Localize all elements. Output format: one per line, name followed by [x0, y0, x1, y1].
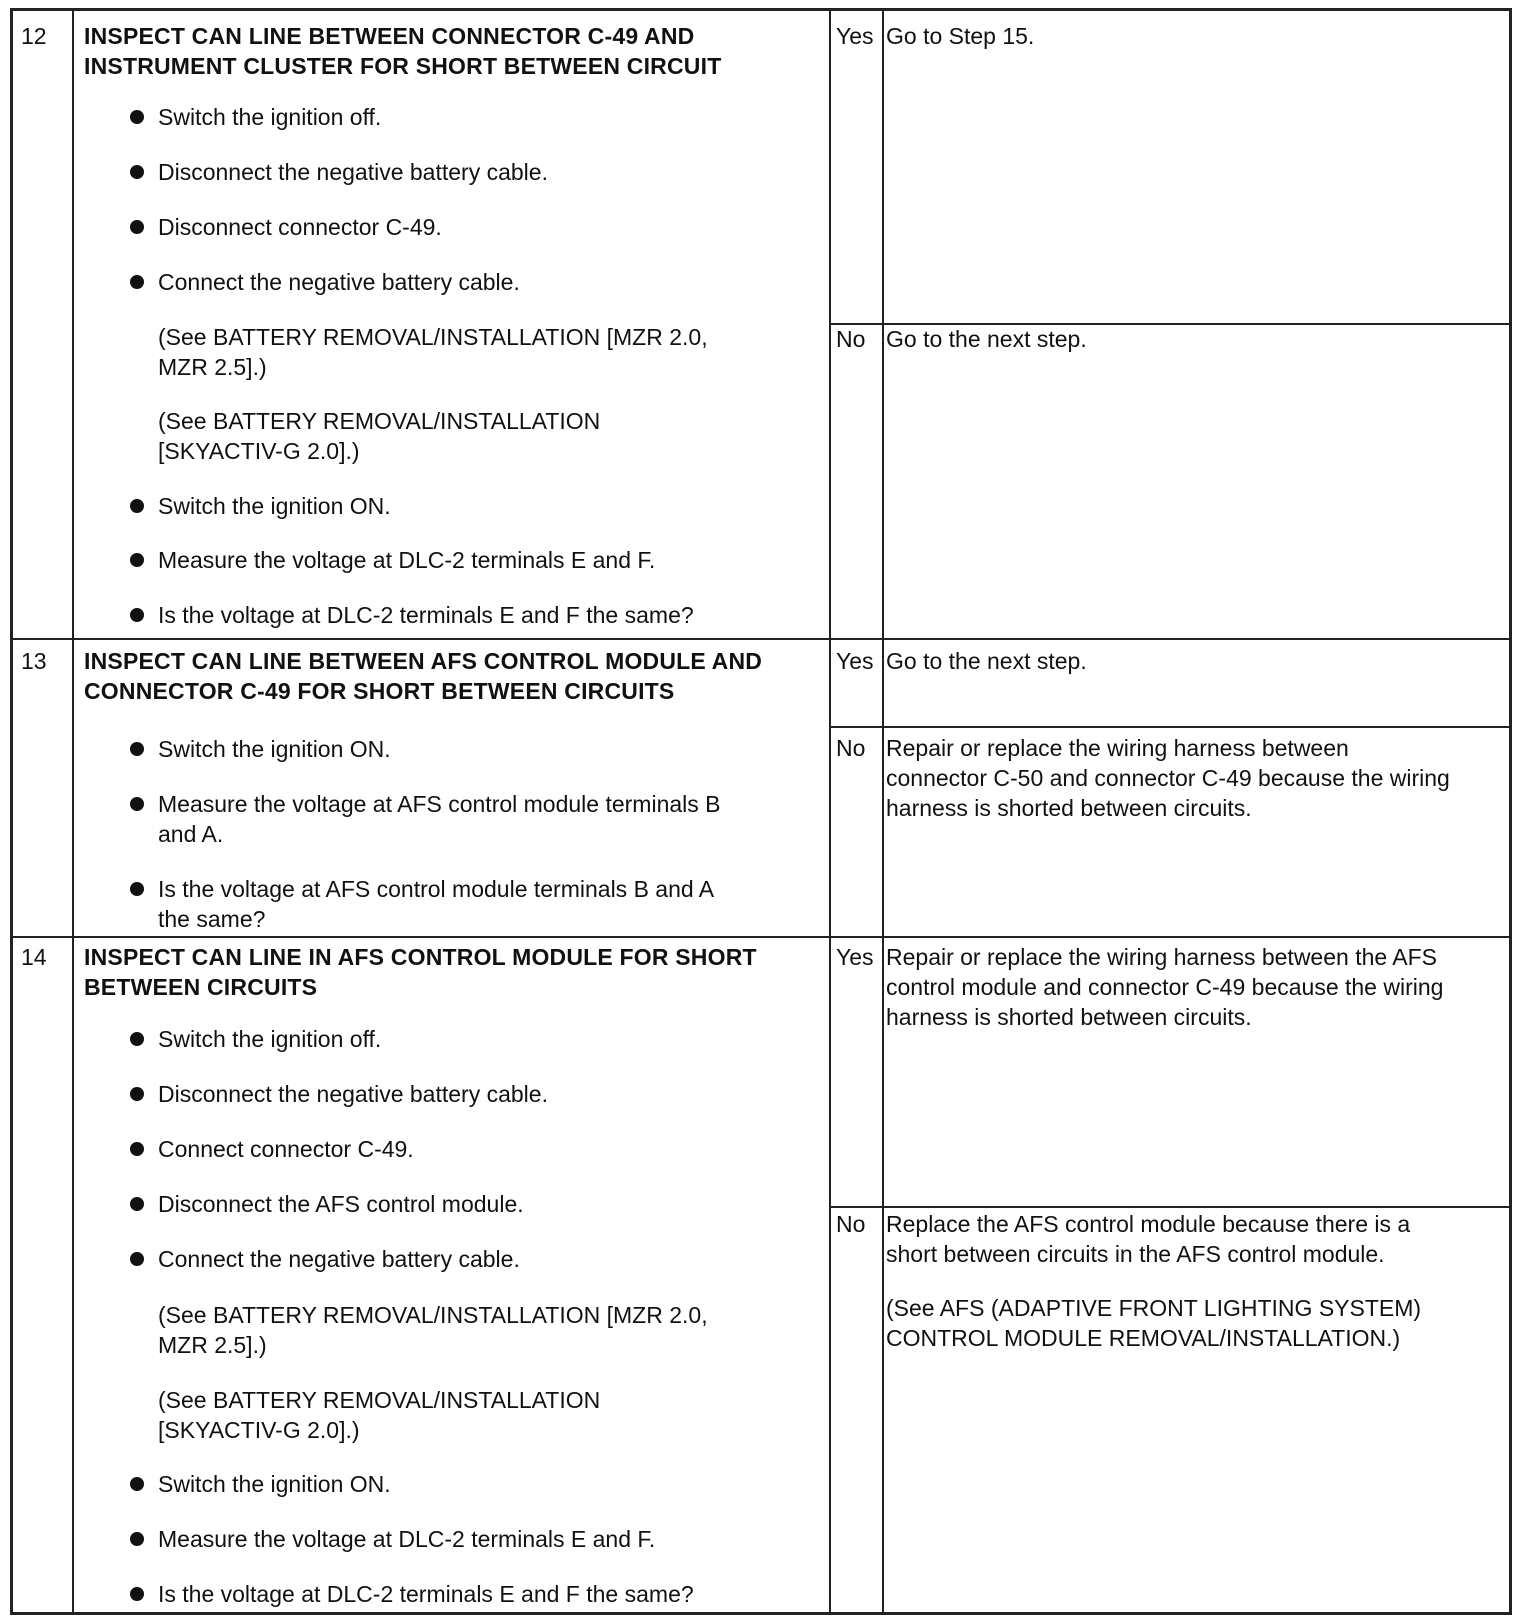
procedure-item: Is the voltage at DLC-2 terminals E and F the same? [158, 602, 694, 628]
yes-result-text: control module and connector C-49 because the wiring [886, 974, 1444, 1000]
procedure-item: Is the voltage at AFS control module terminals B and A [158, 876, 715, 902]
procedure-item: and A. [158, 821, 224, 847]
bullet-icon [130, 1087, 144, 1101]
bullet-icon [130, 1142, 144, 1156]
step-title: INSPECT CAN LINE BETWEEN CONNECTOR C-49 AND [84, 23, 695, 49]
reference-note: (See BATTERY REMOVAL/INSTALLATION [MZR 2.0, [158, 324, 708, 350]
yes-label: Yes [836, 23, 874, 49]
reference-note: [SKYACTIV-G 2.0].) [158, 1417, 360, 1443]
no-result-text: Go to the next step. [886, 326, 1087, 352]
procedure-item: Connect the negative battery cable. [158, 1246, 520, 1272]
yes-no-divider-14 [829, 1206, 1509, 1208]
yes-result-text: Go to the next step. [886, 648, 1087, 674]
procedure-item: Switch the ignition off. [158, 1026, 382, 1052]
column-divider-step [72, 11, 74, 1612]
bullet-icon [130, 742, 144, 756]
reference-note: MZR 2.5].) [158, 1332, 267, 1358]
procedure-item: Switch the ignition ON. [158, 1471, 391, 1497]
bullet-icon [130, 882, 144, 896]
reference-note: (See BATTERY REMOVAL/INSTALLATION [158, 408, 601, 434]
row-divider-13-14 [13, 936, 1509, 938]
step-title: INSPECT CAN LINE IN AFS CONTROL MODULE FOR SHORT [84, 944, 757, 970]
no-result-text: short between circuits in the AFS control module. [886, 1241, 1385, 1267]
bullet-icon [130, 220, 144, 234]
step-title: INSTRUMENT CLUSTER FOR SHORT BETWEEN CIRCUIT [84, 53, 722, 79]
bullet-icon [130, 165, 144, 179]
row-divider-12-13 [13, 638, 1509, 640]
no-result-text: Replace the AFS control module because there is a [886, 1211, 1411, 1237]
no-label: No [836, 326, 866, 352]
procedure-item: Is the voltage at DLC-2 terminals E and F the same? [158, 1581, 694, 1607]
yes-result-text: Repair or replace the wiring harness between the AFS [886, 944, 1438, 970]
yes-label: Yes [836, 944, 874, 970]
yes-result-text: harness is shorted between circuits. [886, 1004, 1252, 1030]
bullet-icon [130, 110, 144, 124]
bullet-icon [130, 797, 144, 811]
yes-result-text: Go to Step 15. [886, 23, 1035, 49]
column-divider-action [829, 11, 831, 1612]
procedure-item: Measure the voltage at DLC-2 terminals E and F. [158, 1526, 656, 1552]
procedure-item: Disconnect connector C-49. [158, 214, 442, 240]
procedure-item: Measure the voltage at AFS control module terminals B [158, 791, 721, 817]
procedure-item: Switch the ignition ON. [158, 736, 391, 762]
no-label: No [836, 735, 866, 761]
procedure-item: the same? [158, 906, 266, 932]
bullet-icon [130, 1032, 144, 1046]
bullet-icon [130, 1477, 144, 1491]
no-result-text: (See AFS (ADAPTIVE FRONT LIGHTING SYSTEM) [886, 1295, 1422, 1321]
procedure-item: Disconnect the negative battery cable. [158, 1081, 548, 1107]
step-number: 14 [21, 944, 47, 970]
reference-note: [SKYACTIV-G 2.0].) [158, 438, 360, 464]
yes-no-divider-13 [829, 726, 1509, 728]
no-label: No [836, 1211, 866, 1237]
procedure-item: Disconnect the negative battery cable. [158, 159, 548, 185]
reference-note: (See BATTERY REMOVAL/INSTALLATION [MZR 2.0, [158, 1302, 708, 1328]
procedure-item: Connect the negative battery cable. [158, 269, 520, 295]
bullet-icon [130, 1197, 144, 1211]
bullet-icon [130, 1587, 144, 1601]
step-number: 12 [21, 23, 47, 49]
step-number: 13 [21, 648, 47, 674]
no-result-text: CONTROL MODULE REMOVAL/INSTALLATION.) [886, 1325, 1401, 1351]
no-result-text: Repair or replace the wiring harness between [886, 735, 1349, 761]
no-result-text: connector C-50 and connector C-49 because the wiring [886, 765, 1450, 791]
procedure-item: Connect connector C-49. [158, 1136, 414, 1162]
diagnostic-procedure-table [10, 8, 1512, 1615]
bullet-icon [130, 608, 144, 622]
procedure-item: Measure the voltage at DLC-2 terminals E and F. [158, 547, 656, 573]
procedure-item: Switch the ignition off. [158, 104, 382, 130]
bullet-icon [130, 1252, 144, 1266]
bullet-icon [130, 1532, 144, 1546]
bullet-icon [130, 275, 144, 289]
column-divider-result [882, 11, 884, 1612]
step-title: INSPECT CAN LINE BETWEEN AFS CONTROL MODULE AND [84, 648, 763, 674]
procedure-item: Switch the ignition ON. [158, 493, 391, 519]
bullet-icon [130, 499, 144, 513]
reference-note: MZR 2.5].) [158, 354, 267, 380]
yes-label: Yes [836, 648, 874, 674]
procedure-item: Disconnect the AFS control module. [158, 1191, 524, 1217]
step-title: CONNECTOR C-49 FOR SHORT BETWEEN CIRCUITS [84, 678, 675, 704]
no-result-text: harness is shorted between circuits. [886, 795, 1252, 821]
step-title: BETWEEN CIRCUITS [84, 974, 318, 1000]
bullet-icon [130, 553, 144, 567]
reference-note: (See BATTERY REMOVAL/INSTALLATION [158, 1387, 601, 1413]
